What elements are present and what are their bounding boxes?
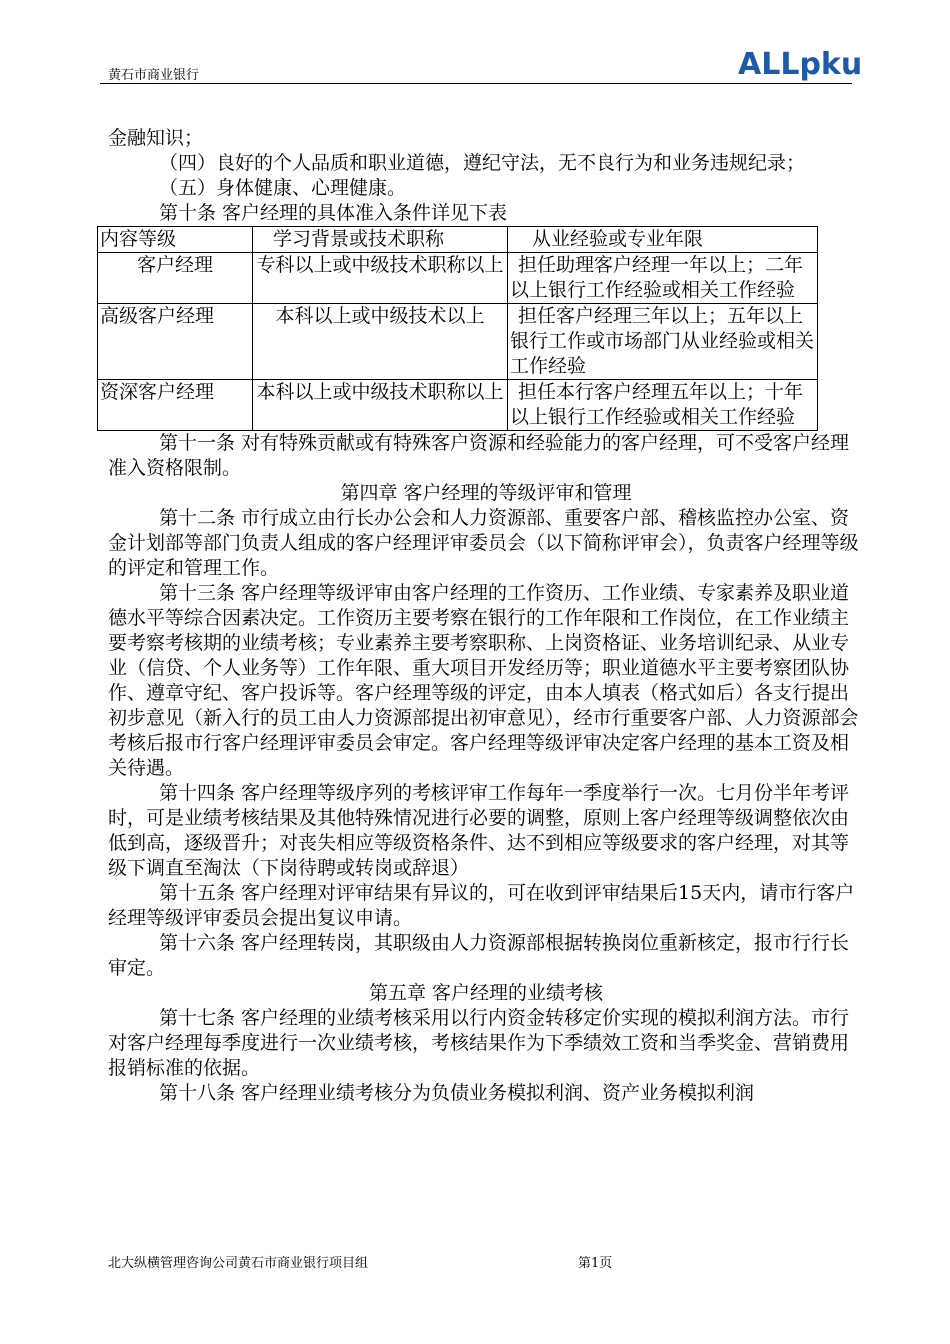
chapter-heading: 第四章 客户经理的等级评审和管理 [340,482,632,504]
table-cell: 资深客户经理 [98,380,253,431]
paragraph: 金融知识； [108,127,204,149]
table-row [98,253,818,304]
paragraph: 第十二条 市行成立由行长办公会和人力资源部、重要客户部、稽核监控办公室、资金计划部等部门负责人组成的客户经理评审委员会（以下简称评审会），负责客户经理等级的评定和管理工作。 [108,507,859,579]
paragraph: 第十七条 客户经理的业绩考核采用以行内资金转移定价实现的模拟利润方法。市行对客户经理每季度进行一次业绩考核，考核结果作为下季绩效工资和当季奖金、营销费用报销标准的依据。 [108,1007,850,1079]
paragraph: （四）良好的个人品质和职业道德，遵纪守法，无不良行为和业务违规纪录； [159,152,806,174]
paragraph: 第十三条 客户经理等级评审由客户经理的工作资历、工作业绩、专家素养及职业道德水平等综合因素决定。工作资历主要考察在银行的工作年限和工作岗位，在工作业绩主要考察考核期的业绩考核；专业素养主要考察职称、上岗资格证、业务培训纪录、从业专业（信贷、个人业务等）工作年限、重大项目开发经历等；职业道德水平主要考察团队协作、遵章守纪、客户投诉等。客户经理等级的评定，由本人填表（格式如后）各支行提出初步意见（新入行的员工由人力资源部提出初审意见），经市行重要客户部、人力资源部会考核后报市行客户经理评审委员会审定。客户经理等级评审决定客户经理的基本工资及相关待遇。 [108,582,859,779]
table-cell: 本科以上或中级技术以上 [253,304,508,380]
table-header-cell: 内容等级 [98,227,253,253]
paragraph: 第十六条 客户经理转岗，其职级由人力资源部根据转换岗位重新核定，报市行行长审定。 [108,932,850,979]
header-org: 黄石市商业银行 [108,68,200,83]
paragraph: 第十五条 客户经理对评审结果有异议的，可在收到评审结果后15天内，请市行客户经理等级评审委员会提出复议申请。 [108,882,855,929]
paragraph: 第十八条 客户经理业绩考核分为负债业务模拟利润、资产业务模拟利润 [159,1082,755,1104]
table-cell: 专科以上或中级技术职称以上 [253,253,508,304]
table-cell: 客户经理 [98,253,253,304]
paragraph: 第十一条 对有特殊贡献或有特殊客户资源和经验能力的客户经理，可不受客户经理准入资格限制。 [108,432,850,479]
table-header-cell: 从业经验或专业年限 [508,227,818,253]
table-cell: 担任客户经理三年以上；五年以上银行工作或市场部门从业经验或相关工作经验 [508,304,818,380]
table-cell: 本科以上或中级技术职称以上 [253,380,508,431]
paragraph: 第十四条 客户经理等级序列的考核评审工作每年一季度举行一次。七月份半年考评时，可是业绩考核结果及其他特殊情况进行必要的调整，原则上客户经理等级调整依次由低到高，逐级晋升；对丧失相应等级资格条件、达不到相应等级要求的客户经理，对其等级下调直至淘汰（下岗待聘或转岗或辞退） [108,782,850,879]
document-body [100,126,864,1106]
table-header-cell: 学习背景或技术职称 [253,227,508,253]
qualification-table [97,226,818,431]
table-row [98,380,818,431]
table-cell: 高级客户经理 [98,304,253,380]
table-row [98,304,818,380]
chapter-heading: 第五章 客户经理的业绩考核 [368,982,604,1004]
page-number: 第1页 [578,1256,613,1271]
table-cell: 担任本行客户经理五年以上；十年以上银行工作经验或相关工作经验 [508,380,818,431]
table-caption: 第十条 客户经理的具体准入条件详见下表 [159,202,508,224]
header-divider [100,83,852,84]
table-cell: 担任助理客户经理一年以上；二年以上银行工作经验或相关工作经验 [508,253,818,304]
paragraph: （五）身体健康、心理健康。 [159,177,407,199]
footer-org: 北大纵横管理咨询公司黄石市商业银行项目组 [108,1256,369,1271]
table-header-row [98,227,818,253]
allpku-logo: ALLpku [738,47,863,82]
